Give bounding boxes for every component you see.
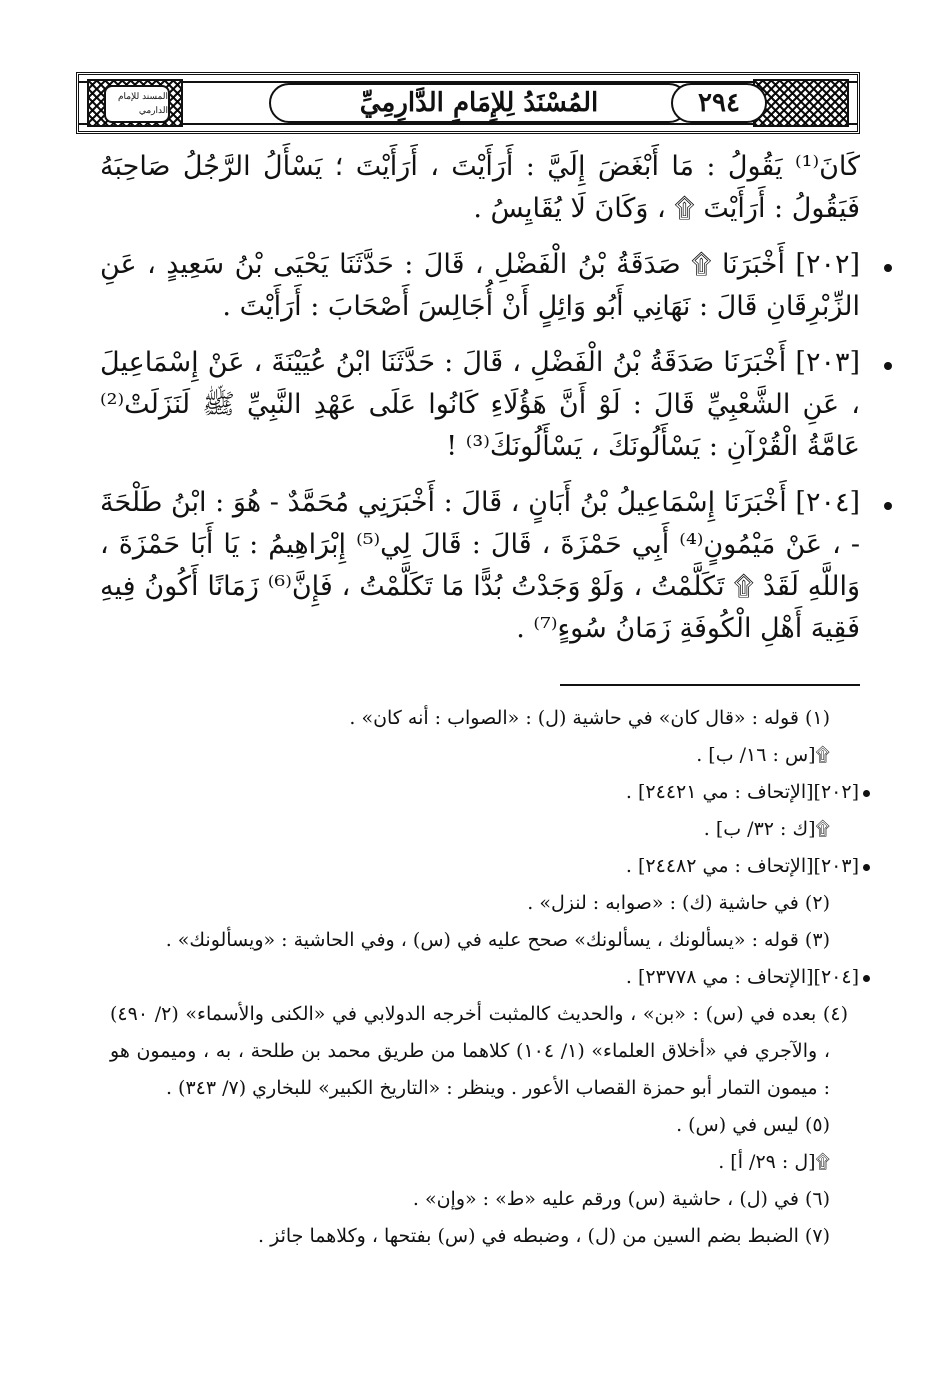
takhrij-text: [٢٠٢][الإتحاف : مي ٢٤٤٢١] . <box>625 781 859 803</box>
footnote: (٥) ليس في (س) . <box>676 1114 830 1136</box>
page-number: ٢٩٤ <box>671 83 767 123</box>
takhrij-note <box>110 959 870 996</box>
footnotes <box>110 700 870 1255</box>
page-header <box>76 72 860 134</box>
bullet-icon <box>863 975 870 982</box>
paragraph-text: [٢٠٤] أَخْبَرَنَا إِسْمَاعِيلُ بْنُ أَبَانٍ ، قَالَ : أَخْبَرَنِي مُحَمَّدٌ - هُوَ : ابْنُ طَلْحَةَ - ، عَنْ مَيْمُونٍ⁽⁴⁾ أَبِي حَمْزَةَ ، قَالَ : قَالَ لِي⁽⁵⁾ إِبْرَاهِيمُ : يَا أَبَا حَمْزَةَ ، وَاللَّهِ لَقَدْ ۩ تَكَلَّمْتُ ، وَلَوْ وَجَدْتُ بُدًّا مَا تَكَلَّمْتُ ، فَإِنَّ⁽⁶⁾ زَمَانًا أَكُونُ فِيهِ فَقِيهَ أَهْلِ الْكُوفَةِ زَمَانُ سُوءٍ⁽⁷⁾ . <box>100 487 860 644</box>
footnote: (٧) الضبط بضم السين من (ل) ، وضبطه في (س) بفتحها ، وكلاهما جائز . <box>258 1225 830 1247</box>
footnote: (٢) في حاشية (ك) : «صوابه : لنزل» . <box>527 892 830 914</box>
manuscript-reference: ۩[س : ١٦/ ب] . <box>696 744 830 766</box>
hadith-202 <box>100 244 860 328</box>
footnote: (٣) قوله : «يسألونك ، يسألونك» صحح عليه في (س) ، وفي الحاشية : «ويسألونك» . <box>165 929 830 951</box>
header-seal: المسند للإمام الدارمي <box>104 85 170 123</box>
bullet-icon <box>863 864 870 871</box>
manuscript-reference: ۩[ك : ٣٢/ ب] . <box>703 818 830 840</box>
hadith-203 <box>100 342 860 468</box>
hadith-204 <box>100 482 860 650</box>
main-text <box>100 146 860 650</box>
manuscript-reference: ۩[ل : ٢٩/ أ] . <box>718 1151 830 1173</box>
bullet-icon <box>884 502 892 510</box>
running-title: المُسْنَدُ لِلإِمَامِ الدَّارِمِيِّ <box>269 83 689 123</box>
takhrij-note <box>110 774 870 811</box>
footnote: (١) قوله : «قال كان» في حاشية (ل) : «الصواب : أنه كان» . <box>349 707 830 729</box>
header-bottom-rule <box>79 123 857 125</box>
takhrij-text: [٢٠٤][الإتحاف : مي ٢٣٧٧٨] . <box>625 966 859 988</box>
bullet-icon <box>884 362 892 370</box>
takhrij-text: [٢٠٣][الإتحاف : مي ٢٤٤٨٢] . <box>625 855 859 877</box>
paragraph-continuation <box>100 146 860 230</box>
bullet-icon <box>884 264 892 272</box>
header-ornament-right <box>753 79 849 127</box>
footnote: (٤) بعده في (س) : «بن» ، والحديث كالمثبت أخرجه الدولابي في «الكنى والأسماء» (٢/ ٤٩٠) ، والآجري في «أخلاق العلماء» (١/ ١٠٤) كلاهما من طريق محمد بن طلحة ، به ، وميمون هو : ميمون التمار أبو حمزة القصاب الأعور . وينظر : «التاريخ الكبير» للبخاري (٧/ ٣٤٣) . <box>110 1003 848 1099</box>
paragraph-text: [٢٠٣] أَخْبَرَنَا صَدَقَةُ بْنُ الْفَضْلِ ، قَالَ : حَدَّثَنَا ابْنُ عُيَيْنَةَ ، عَنْ إِسْمَاعِيلَ ، عَنِ الشَّعْبِيِّ قَالَ : لَوْ أَنَّ هَؤُلَاءِ كَانُوا عَلَى عَهْدِ النَّبِيِّ ﷺ لَنَزَلَتْ⁽²⁾ عَامَّةُ الْقُرْآنِ : يَسْأَلُونَكَ ، يَسْأَلُونَكَ⁽³⁾ ! <box>100 347 860 462</box>
footnote: (٦) في (ل) ، حاشية (س) ورقم عليه «ط» : «وإن» . <box>412 1188 830 1210</box>
takhrij-note <box>110 848 870 885</box>
footnote-divider <box>560 684 860 686</box>
paragraph-text: [٢٠٢] أَخْبَرَنَا ۩ صَدَقَةُ بْنُ الْفَضْلِ ، قَالَ : حَدَّثَنَا يَحْيَى بْنُ سَعِيدٍ ، عَنِ الزِّبْرِقَانِ قَالَ : نَهَانِي أَبُو وَائِلٍ أَنْ أُجَالِسَ أَصْحَابَ : أَرَأَيْتَ . <box>100 249 860 322</box>
paragraph-text: كَانَ⁽¹⁾ يَقُولُ : مَا أَبْغَضَ إِلَيَّ : أَرَأَيْتَ ، أَرَأَيْتَ ؛ يَسْأَلُ الرَّجُلُ صَاحِبَهُ فَيَقُولُ : أَرَأَيْتَ ۩ ، وَكَانَ لَا يُقَايِسُ . <box>100 151 860 224</box>
bullet-icon <box>863 790 870 797</box>
